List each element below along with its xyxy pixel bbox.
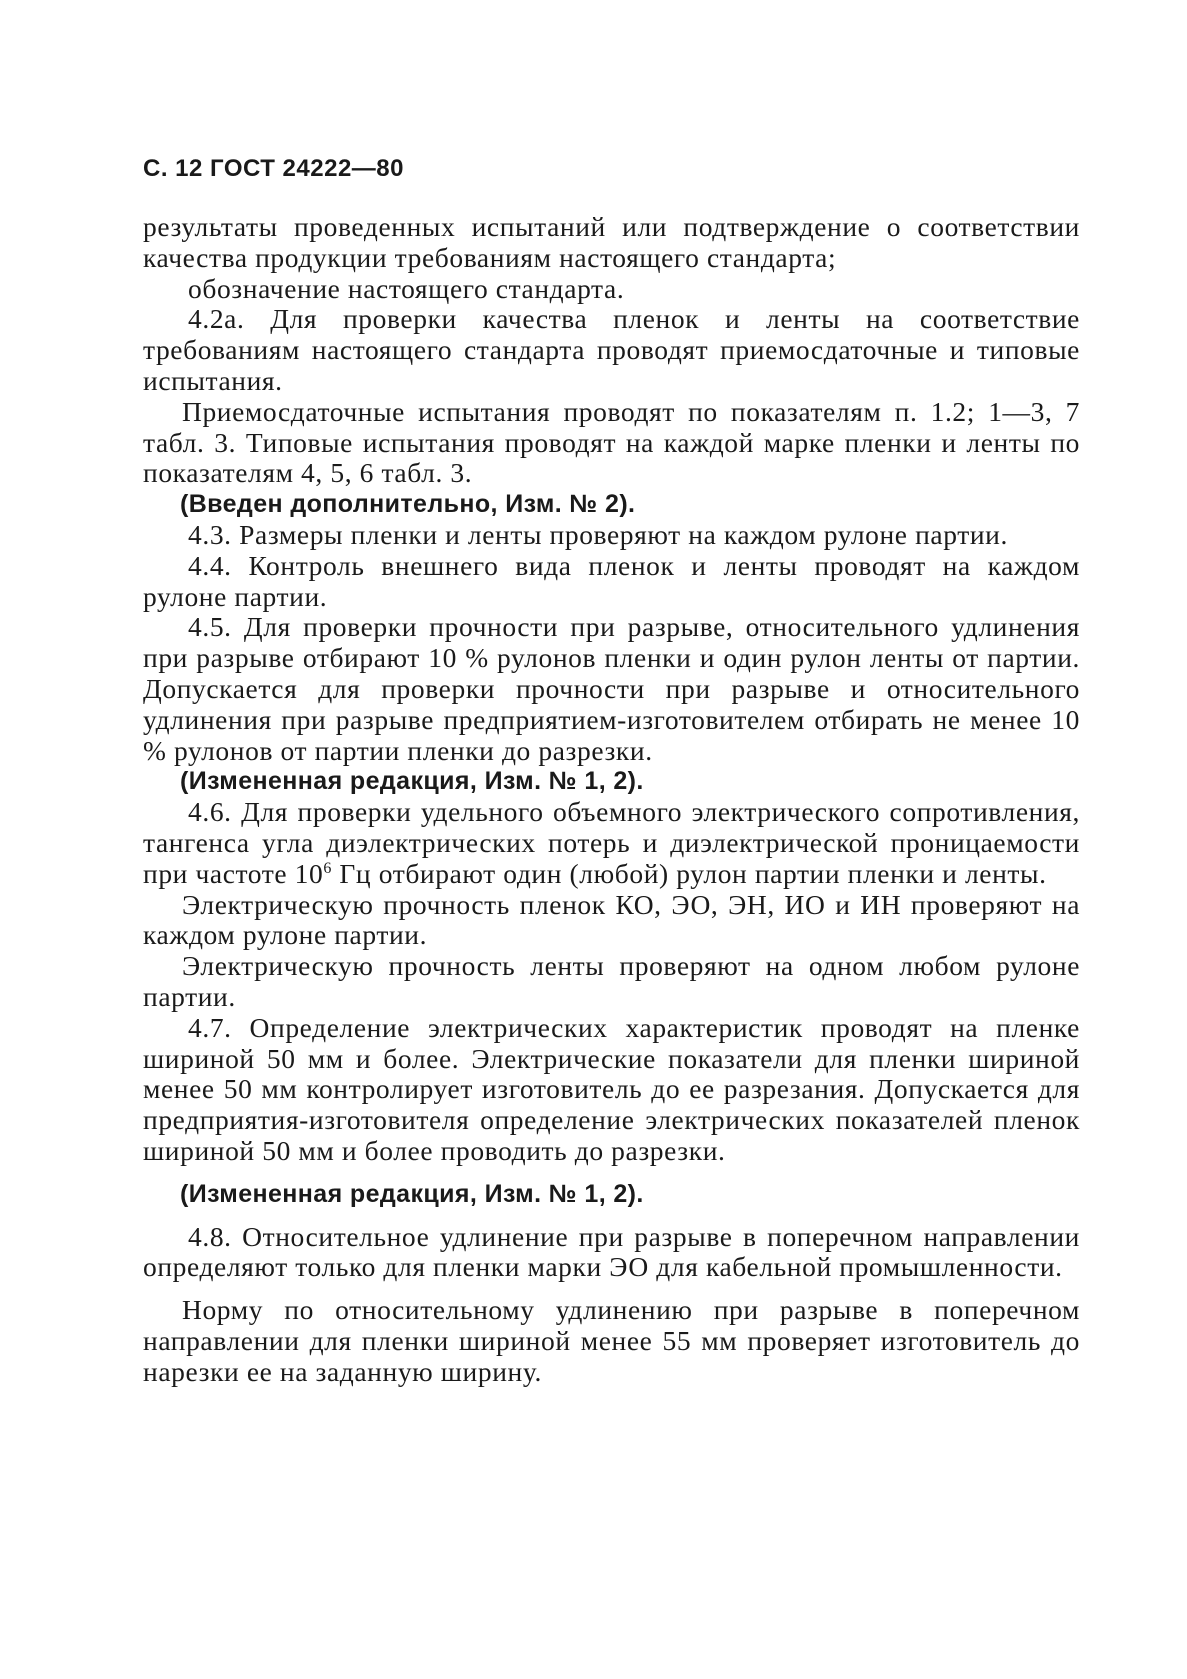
paragraph-continuation: результаты проведенных испытаний или подтверждение о соответствии качества продукции требованиям настоящего стандарта;	[143, 211, 1080, 273]
page-header: С. 12 ГОСТ 24222—80	[143, 155, 404, 182]
paragraph-tape-strength: Электрическую прочность ленты проверяют на одном любом рулоне партии.	[143, 950, 1080, 1012]
clause-4-4: 4.4. Контроль внешнего вида пленок и ленты проводят на каждом рулоне партии.	[143, 549, 1080, 612]
clause-4-7: 4.7. Определение электрических характеристик проводят на пленке шириной 50 мм и более. Электрические показатели для пленки шириной менее 50 мм контролирует изготовитель до ее разрезания. Допускается для предприятия-изготовителя определение электрических показателей пленок шириной 50 мм и более проводить до разрезки.	[143, 1011, 1080, 1166]
amendment-note-1: (Введен дополнительно, Изм. № 2).	[180, 490, 636, 519]
paragraph-film-strength: Электрическую прочность пленок КО, ЭО, ЭН, ИО и ИН проверяют на каждом рулоне партии.	[143, 888, 1080, 951]
amendment-note-3: (Измененная редакция, Изм. № 1, 2).	[180, 1179, 644, 1208]
clause-4-6-text-a: 4.6. Для проверки удельного объемного электрического сопротивления, тангенса угла диэлектрических потерь и диэлектрической проницаемости при частоте 10	[143, 796, 1080, 889]
clause-4-8: 4.8. Относительное удлинение при разрыве в поперечном направлении определяют только для пленки марки ЭО для кабельной промышленности.	[143, 1220, 1080, 1283]
clause-4-6-exponent: 6	[323, 859, 332, 877]
clause-4-3: 4.3. Размеры пленки и ленты проверяют на каждом рулоне партии.	[188, 518, 1008, 550]
amendment-note-2: (Измененная редакция, Изм. № 1, 2).	[180, 767, 644, 796]
clause-4-2a: 4.2а. Для проверки качества пленок и ленты на соответствие требованиям настоящего стандарта проводят приемосдаточные и типовые испытания.	[143, 303, 1080, 396]
paragraph-designation: обозначение настоящего стандарта.	[188, 272, 625, 304]
clause-4-5: 4.5. Для проверки прочности при разрыве, относительного удлинения при разрыве отбирают 10 % рулонов пленки и один рулон ленты от партии. Допускается для проверки прочности при разрыве и относительного удлинения при разрыве предприятием-изготовителем отбирать не менее 10 % рулонов от партии пленки до разрезки.	[143, 611, 1080, 766]
document-body	[143, 212, 1080, 1387]
paragraph-elongation-norm: Норму по относительному удлинению при разрыве в поперечном направлении для пленки шириной менее 55 мм проверяет изготовитель до нарезки ее на заданную ширину.	[143, 1294, 1080, 1387]
clause-4-6-text-b: Гц отбирают один (любой) рулон партии пленки и ленты.	[331, 857, 1047, 889]
paragraph-acceptance-tests: Приемосдаточные испытания проводят по показателям п. 1.2; 1—3, 7 табл. 3. Типовые испытания проводят на каждой марке пленки и ленты по показателям 4, 5, 6 табл. 3.	[143, 395, 1080, 489]
clause-4-6	[143, 797, 1080, 889]
